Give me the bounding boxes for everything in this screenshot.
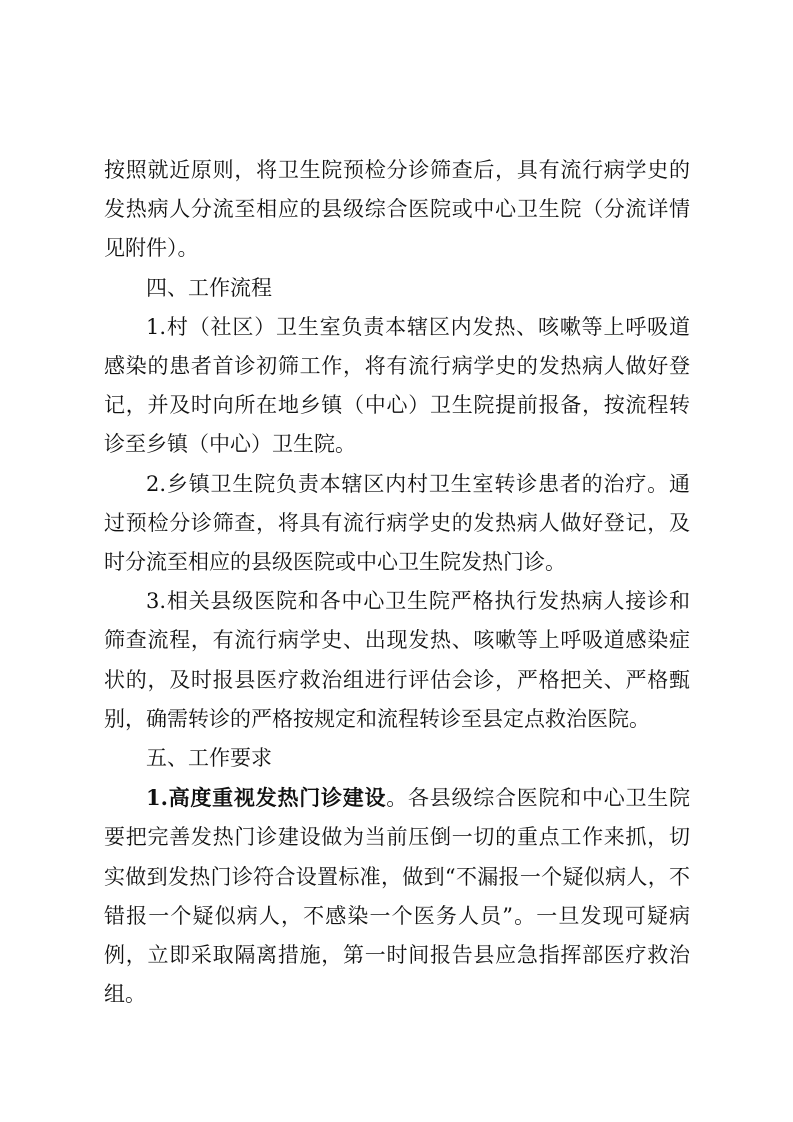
paragraph-requirement-item-1 (104, 778, 690, 1014)
document-body (104, 151, 690, 1014)
section-heading-requirements: 五、工作要求 (146, 746, 272, 771)
section-heading-workflow: 四、工作流程 (146, 275, 272, 300)
requirement-item-1-text: 。各县级综合医院和中心卫生院要把完善发热门诊建设做为当前压倒一切的重点工作来抓，切实做到发热门诊符合设置标准，做到“不漏报一个疑似病人，不错报一个疑似病人，不感染一个医务人员”。一旦发现可疑病例，立即采取隔离措施，第一时间报告县应急指挥部医疗救治组。 (104, 786, 690, 1007)
paragraph-workflow-item-1: 1.村（社区）卫生室负责本辖区内发热、咳嗽等上呼吸道感染的患者首诊初筛工作，将有流行病学史的发热病人做好登记，并及时向所在地乡镇（中心）卫生院提前报备，按流程转诊至乡镇（中心）卫生院。 (104, 314, 690, 457)
paragraph-workflow-item-3: 3.相关县级医院和各中心卫生院严格执行发热病人接诊和筛查流程，有流行病学史、出现发热、咳嗽等上呼吸道感染症状的，及时报县医疗救治组进行评估会诊，严格把关、严格甄别，确需转诊的严格按规定和流程转诊至县定点救治医院。 (104, 589, 690, 731)
paragraph-workflow-item-2: 2.乡镇卫生院负责本辖区内村卫生室转诊患者的治疗。通过预检分诊筛查，将具有流行病学史的发热病人做好登记，及时分流至相应的县级医院或中心卫生院发热门诊。 (104, 471, 690, 575)
paragraph-referral-principle: 按照就近原则，将卫生院预检分诊筛查后，具有流行病学史的发热病人分流至相应的县级综合医院或中心卫生院（分流详情见附件）。 (104, 158, 690, 261)
requirement-item-1-lead: 1.高度重视发热门诊建设 (146, 785, 387, 811)
